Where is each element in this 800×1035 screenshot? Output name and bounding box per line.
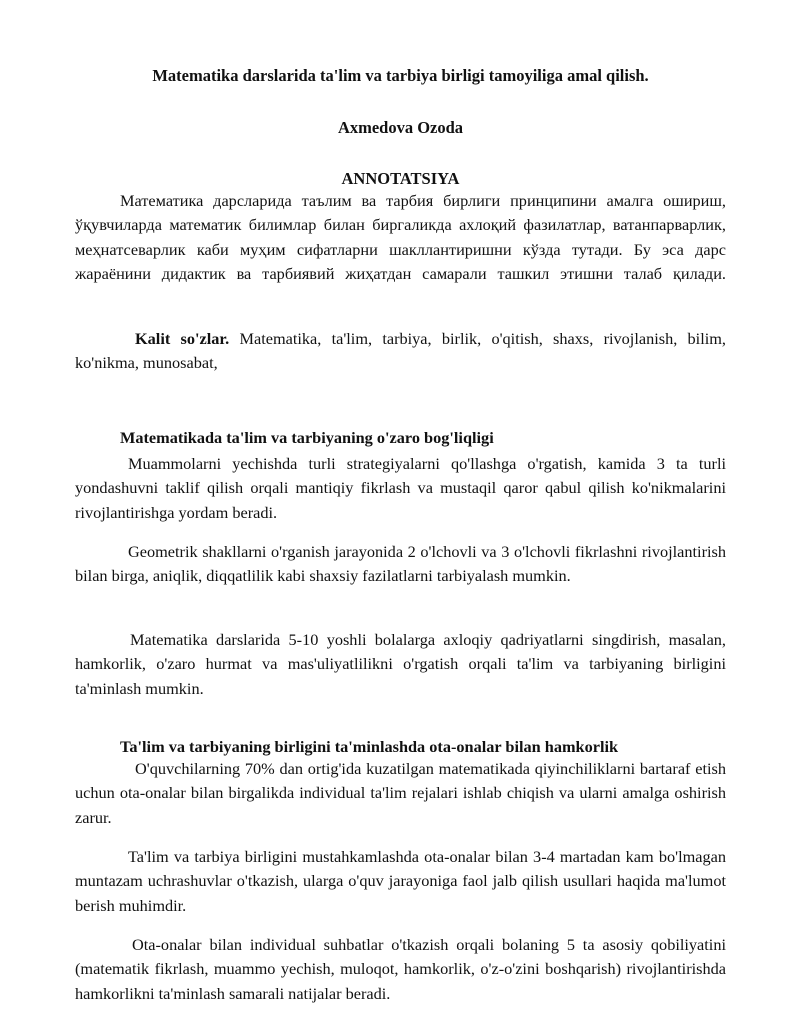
section1-paragraph-3: Matematika darslarida 5-10 yoshli bolalarga axloqiy qadriyatlarni singdirish, masalan, hamkorlik, o'zaro hurmat va mas'uliyatlilikni o'rgatish orqali ta'lim va tarbiyaning birligini ta'minlash mumkin. — [75, 630, 726, 698]
section1-paragraph-2: Geometrik shakllarni o'rganish jarayonida 2 o'lchovli va 3 o'lchovli fikrlashni rivojlantirish bilan birga, aniqlik, diqqatlilik kabi shaxsiy fazilatlarni tarbiyalash mumkin. — [75, 542, 726, 586]
author-name: Axmedova Ozoda — [337, 118, 464, 137]
keywords-paragraph — [75, 327, 726, 376]
document-title: Matematika darslarida ta'lim va tarbiya birligi tamoyiliga amal qilish. — [152, 66, 649, 85]
annotation-text: Математика дарсларида таълим ва тарбия бирлиги принципини амалга ошириш, ўқувчиларда математик билимлар билан биргаликда ахлоқий фазилатлар, ватанпарварлик, меҳнатсеварлик каби муҳим сифатларни шакллантиришни кўзда тутади. Бу эса дарс жараёнини дидактик ва тарбиявий жиҳатдан самарали ташкил этишни талаб қилади. — [75, 191, 726, 283]
section1-paragraph-1: Muammolarni yechishda turli strategiyalarni qo'llashga o'rgatish, kamida 3 ta turli yondashuvni taklif qilish orqali mantiqiy fikrlash va mustaqil qaror qabul qilish ko'nikmalarini rivojlantirishga yordam beradi. — [75, 454, 726, 522]
section2-paragraph-3: Ota-onalar bilan individual suhbatlar o'tkazish orqali bolaning 5 ta asosiy qobiliyatini (matematik fikrlash, muammo yechish, muloqot, hamkorlik, o'z-o'zini boshqarish) rivojlantirishda hamkorlikni ta'minlash samarali natijalar beradi. — [75, 935, 726, 1003]
section2-paragraph-1: O'quvchilarning 70% dan ortig'ida kuzatilgan matematikada qiyinchiliklarni bartaraf etish uchun ota-onalar bilan birgalikda individual ta'lim rejalari ishlab chiqish va ularni amalga oshirish zarur. — [75, 759, 726, 827]
section-heading-parents: Ta'lim va tarbiyaning birligini ta'minlashda ota-onalar bilan hamkorlik — [120, 737, 619, 756]
keywords-label: Kalit so'zlar. — [135, 329, 230, 348]
keywords-text: Matematika, ta'lim, tarbiya, birlik, o'qitish, shaxs, rivojlanish, bilim, ko'nikma, munosabat, — [75, 329, 726, 373]
annotation-heading: ANNOTATSIYA — [341, 169, 460, 188]
section2-paragraph-2: Ta'lim va tarbiya birligini mustahkamlashda ota-onalar bilan 3-4 martadan kam bo'lmagan muntazam uchrashuvlar o'tkazish, ularga o'quv jarayoniga faol jalb qilish usullari haqida ma'lumot berish muhimdir. — [75, 847, 726, 915]
section-heading-relationship: Matematikada ta'lim va tarbiyaning o'zaro bog'liqligi — [120, 428, 494, 447]
